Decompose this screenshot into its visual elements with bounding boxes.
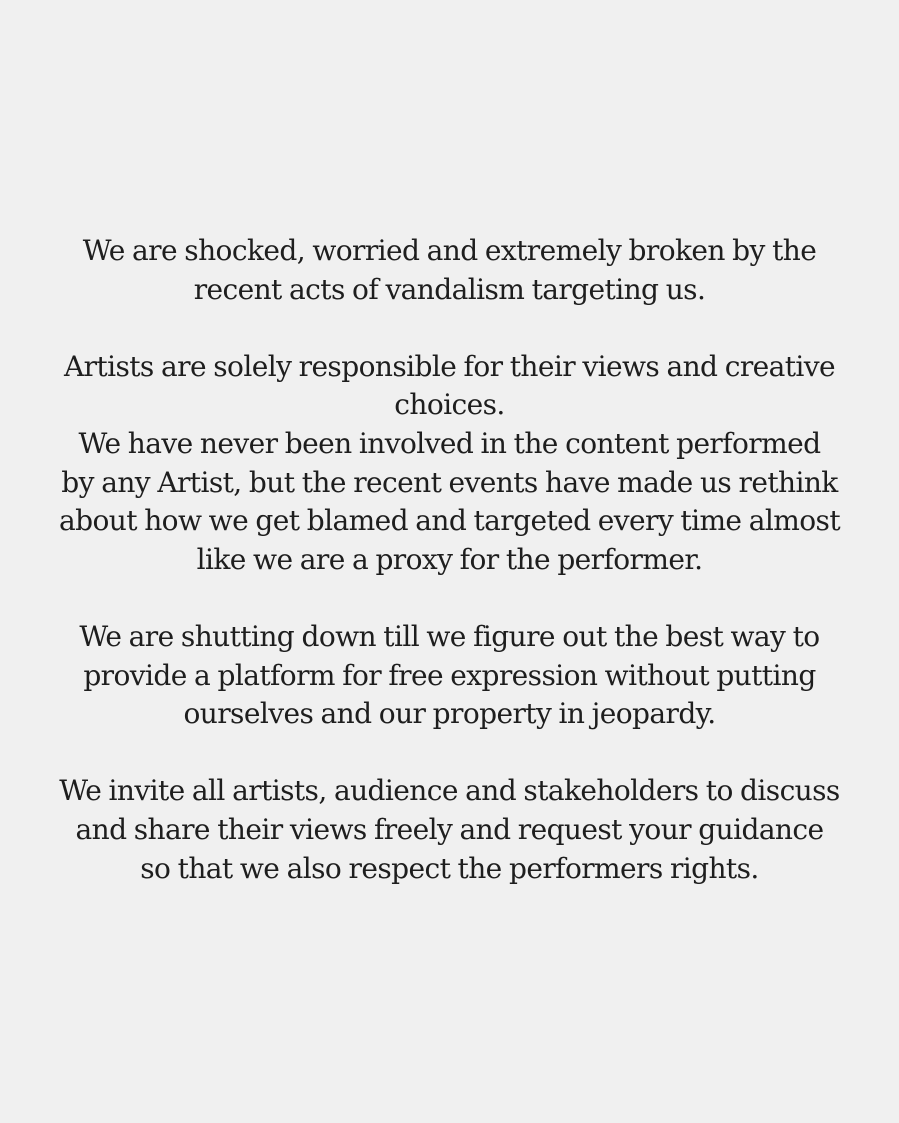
text-line: by any Artist, but the recent events have made us rethink (61, 465, 838, 499)
text-line: choices. (394, 388, 505, 422)
paragraph-spacer (0, 734, 899, 773)
paragraph-vandalism (0, 232, 899, 309)
paragraph-spacer (0, 309, 899, 348)
statement-text (0, 232, 899, 888)
paragraph-shutting-down (0, 618, 899, 734)
text-line: We are shocked, worried and extremely broken by the (82, 234, 817, 267)
paragraph-spacer (0, 579, 899, 618)
paragraph-artists (0, 348, 899, 580)
text-line: Artists are solely responsible for their views and creative (63, 349, 836, 383)
text-line: We are shutting down till we figure out the best way to (79, 619, 820, 653)
text-line: recent acts of vandalism targeting us. (193, 272, 706, 306)
text-line: and share their views freely and request your guidance (75, 812, 824, 846)
text-line: so that we also respect the performers rights. (140, 851, 759, 885)
text-line: provide a platform for free expression without putting (83, 658, 816, 692)
text-line: like we are a proxy for the performer. (196, 542, 703, 576)
text-line: We have never been involved in the content performed (78, 426, 821, 460)
text-line: We invite all artists, audience and stakeholders to discuss (59, 774, 840, 808)
paragraph-invitation (0, 772, 899, 888)
text-line: about how we get blamed and targeted every time almost (59, 504, 840, 538)
text-line: ourselves and our property in jeopardy. (183, 697, 716, 731)
